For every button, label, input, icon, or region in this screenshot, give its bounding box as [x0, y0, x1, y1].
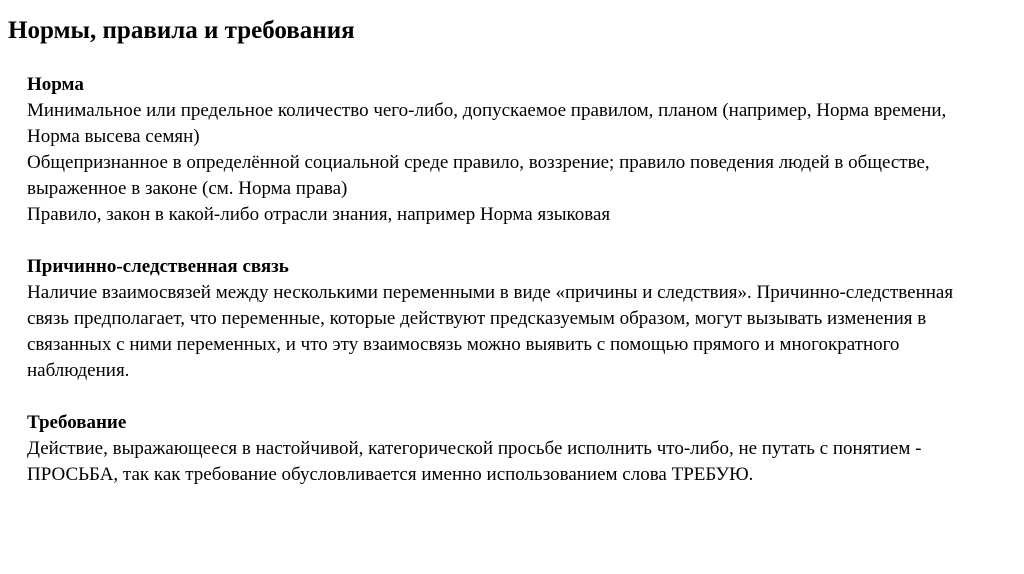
- section-norma: [27, 72, 997, 228]
- slide-title: Нормы, правила и требования: [8, 17, 355, 44]
- section-heading: Норма: [27, 74, 84, 95]
- section-requirement: [27, 410, 997, 488]
- slide-content: [27, 72, 997, 514]
- section-paragraph: Общепризнанное в определённой социальной среде правило, воззрение; правило поведения людей в обществе, выраженное в законе (см. Норма права): [27, 152, 930, 199]
- section-paragraph: Наличие взаимосвязей между несколькими переменными в виде «причины и следствия». Причинно-следственная связь предполагает, что переменные, которые действуют предсказуемым образом, могут вызывать изменения в связанных с ними переменных, и что эту взаимосвязь можно выявить с помощью прямого и многократного наблюдения.: [27, 282, 954, 381]
- section-paragraph: Правило, закон в какой-либо отрасли знания, например Норма языковая: [27, 204, 611, 225]
- section-paragraph: Минимальное или предельное количество чего-либо, допускаемое правилом, планом (например, Норма времени, Норма высева семян): [27, 100, 947, 147]
- section-causality: [27, 254, 997, 384]
- section-paragraph: Действие, выражающееся в настойчивой, категорической просьбе исполнить что-либо, не путать с понятием - ПРОСЬБА, так как требование обусловливается именно использованием слова ТРЕБУЮ.: [27, 438, 922, 485]
- section-heading: Причинно-следственная связь: [27, 256, 289, 277]
- section-heading: Требование: [27, 412, 127, 433]
